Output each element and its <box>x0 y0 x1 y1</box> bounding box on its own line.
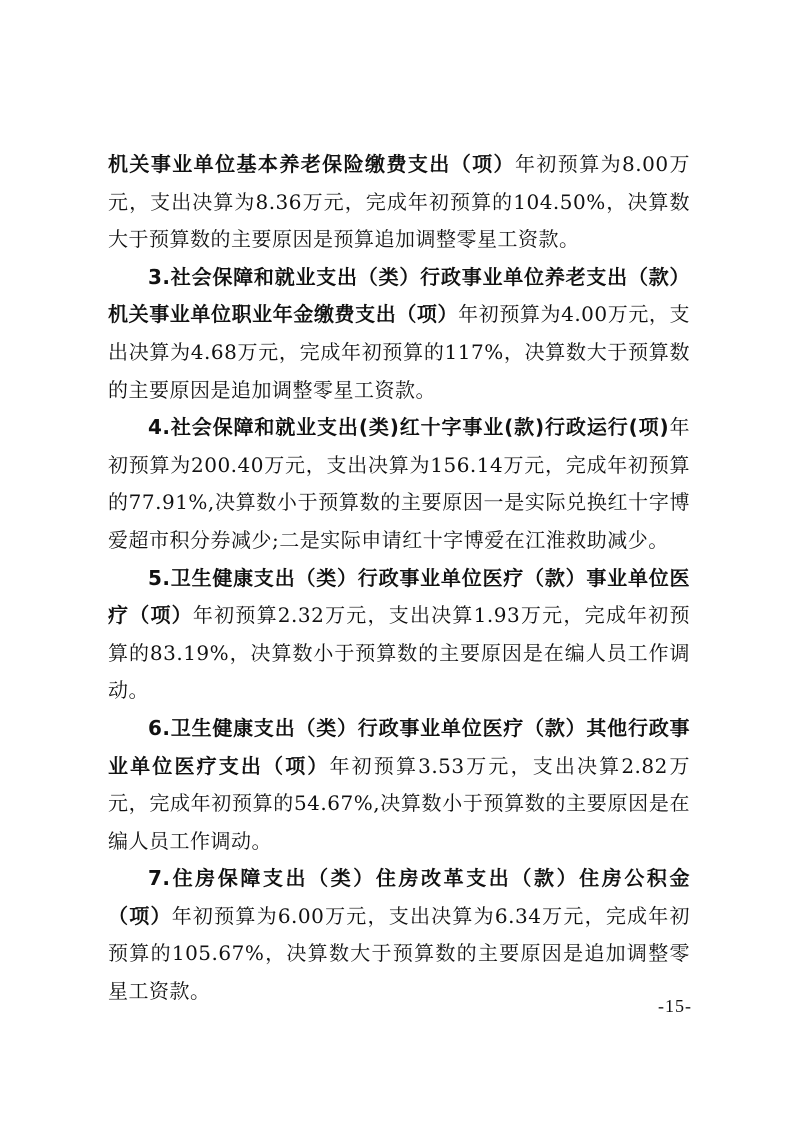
paragraph-body: 年初预算为200.40万元，支出决算为156.14万元，完成年初预算的77.91%,决算数小于预算数的主要原因一是实际兑换红十字博爱超市积分券减少;二是实际申请红十字博爱在江淮救助减少。 <box>108 415 691 552</box>
paragraph-heading: 6.卫生健康支出（类）行政事业单位医疗（款）其他行政事业单位医疗支出（项） <box>108 715 690 778</box>
paragraph-heading: 4.社会保障和就业支出(类)红十字事业(款)行政运行(项) <box>148 415 670 440</box>
paragraph-body: 年初预算为8.00万元，支出决算为8.36万元，完成年初预算的104.50%，决算数大于预算数的主要原因是预算追加调整零星工资款。 <box>108 152 691 252</box>
paragraph-item-6 <box>108 710 690 860</box>
paragraph-item-3 <box>108 259 690 409</box>
paragraph-item-4 <box>108 409 690 559</box>
paragraph-body: 年初预算2.32万元，支出决算1.93万元，完成年初预算的83.19%，决算数小于预算数的主要原因是在编人员工作调动。 <box>108 603 690 703</box>
paragraph-heading: 3.社会保障和就业支出（类）行政事业单位养老支出（款）机关事业单位职业年金缴费支出（项） <box>108 264 690 327</box>
paragraph-item-2-continued <box>108 146 690 259</box>
paragraph-body: 年初预算为6.00万元，支出决算为6.34万元，完成年初预算的105.67%，决算数大于预算数的主要原因是追加调整零星工资款。 <box>108 903 691 1004</box>
paragraph-body: 年初预算3.53万元，支出决算2.82万元，完成年初预算的54.67%,决算数小于预算数的主要原因是在编人员工作调动。 <box>108 753 691 853</box>
paragraph-heading: 机关事业单位基本养老保险缴费支出（项） <box>108 152 515 176</box>
page-number: -15- <box>658 996 692 1016</box>
paragraph-body: 年初预算为4.00万元，支出决算为4.68万元，完成年初预算的117%，决算数大于预算数的主要原因是追加调整零星工资款。 <box>108 302 691 402</box>
paragraph-heading: 5.卫生健康支出（类）行政事业单位医疗（款）事业单位医疗（项） <box>108 565 690 628</box>
page-body <box>108 146 690 1011</box>
paragraph-item-5 <box>108 560 690 710</box>
paragraph-heading: 7.住房保障支出（类）住房改革支出（款）住房公积金（项） <box>108 866 690 928</box>
paragraph-item-7 <box>108 860 690 1010</box>
